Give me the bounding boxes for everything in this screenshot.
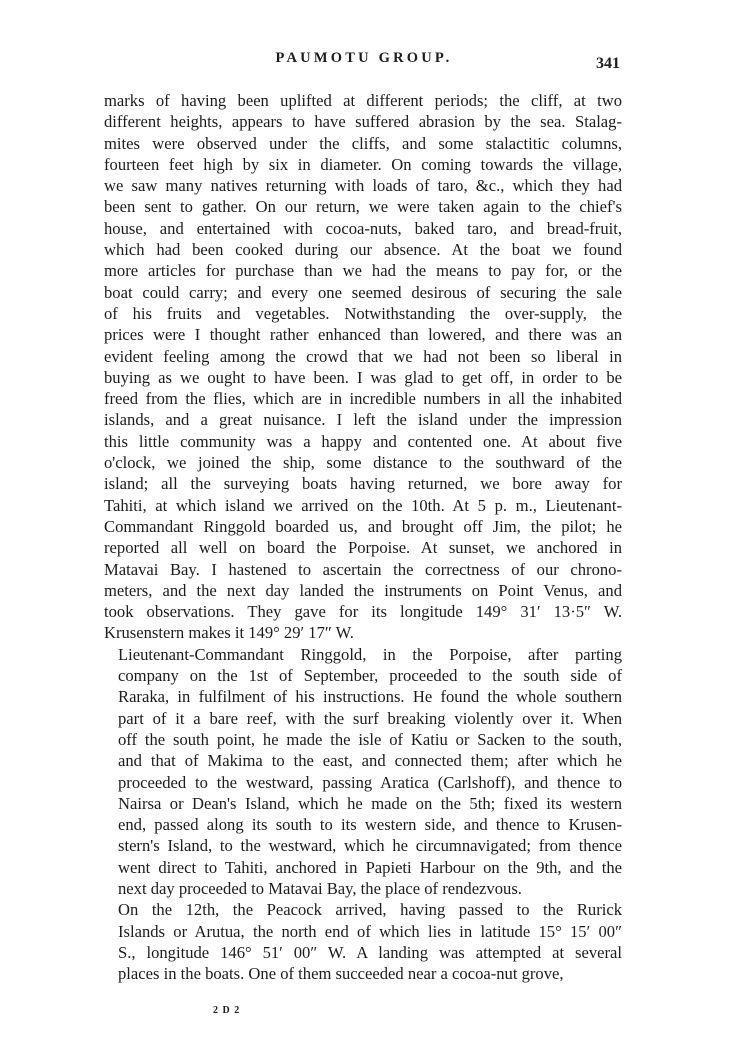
text-line: Nairsa or Dean's Island, which he made on the 5th; fixed its western [118,793,622,813]
running-head: PAUMOTU GROUP. [275,50,453,66]
text-line: Krusenstern makes it 149° 29′ 17″ W. [104,623,354,643]
text-line: and that of Makima to the east, and connected them; after which he [118,751,622,771]
text-line: more articles for purchase than we had the means to pay for, or the [104,261,622,281]
text-line: took observations. They gave for its longitude 149° 31′ 13·5″ W. [104,602,622,622]
text-line: which had been cooked during our absence. At the boat we found [104,240,622,260]
text-line: of his fruits and vegetables. Notwithstanding the over-supply, the [104,303,622,323]
text-line: S., longitude 146° 51′ 00″ W. A landing was attempted at several [118,942,622,962]
text-line: proceeded to the westward, passing Aratica (Carlshoff), and thence to [118,772,622,792]
text-line: meters, and the next day landed the instruments on Point Venus, and [104,580,622,600]
text-line: this little community was a happy and contented one. At about five [104,431,622,451]
text-line: evident feeling among the crowd that we had not been so liberal in [104,346,622,366]
text-line: prices were I thought rather enhanced than lowered, and there was an [104,325,622,345]
text-line: Tahiti, at which island we arrived on the 10th. At 5 p. m., Lieutenant- [104,495,622,515]
text-line: house, and entertained with cocoa-nuts, baked taro, and bread-fruit, [104,218,622,238]
text-line: Lieutenant-Commandant Ringgold, in the Porpoise, after parting [118,644,622,664]
text-line: On the 12th, the Peacock arrived, having passed to the Rurick [118,900,622,920]
text-line: Islands or Arutua, the north end of which lies in latitude 15° 15′ 00″ [118,921,622,941]
text-line: Raraka, in fulfilment of his instructions. He found the whole southern [118,687,622,707]
text-line: part of it a bare reef, with the surf breaking violently over it. When [118,708,622,728]
paragraph [104,644,622,900]
text-line: boat could carry; and every one seemed desirous of securing the sale [104,282,622,302]
paragraph [104,899,622,984]
text-line: reported all well on board the Porpoise. At sunset, we anchored in [104,538,622,558]
text-line: Matavai Bay. I hastened to ascertain the correctness of our chrono- [104,559,622,579]
text-line: we saw many natives returning with loads of taro, &c., which they had [104,176,622,196]
text-line: stern's Island, to the westward, which he circumnavigated; from thence [118,836,622,856]
page-header [104,50,624,78]
text-line: places in the boats. One of them succeeded near a cocoa-nut grove, [118,964,564,984]
text-line: buying as we ought to have been. I was glad to get off, in order to be [104,367,622,387]
text-line: freed from the flies, which are in incredible numbers in all the inhabited [104,389,622,409]
text-line: different heights, appears to have suffered abrasion by the sea. Stalag- [104,112,622,132]
text-line: islands, and a great nuisance. I left the island under the impression [104,410,622,430]
paragraph [104,90,622,644]
text-line: island; all the surveying boats having returned, we bore away for [104,474,622,494]
text-line: mites were observed under the cliffs, and some stalactitic columns, [104,133,622,153]
body-text [104,90,622,984]
text-line: company on the 1st of September, proceeded to the south side of [118,666,622,686]
text-line: fourteen feet high by six in diameter. On coming towards the village, [104,154,622,174]
text-line: Commandant Ringgold boarded us, and brought off Jim, the pilot; he [104,516,622,536]
page-number: 341 [596,55,620,72]
text-line: marks of having been uplifted at different periods; the cliff, at two [104,91,622,110]
signature-mark: 2 D 2 [213,1005,241,1016]
text-line: next day proceeded to Matavai Bay, the place of rendezvous. [118,878,522,898]
text-line: o'clock, we joined the ship, some distance to the southward of the [104,453,622,473]
text-line: been sent to gather. On our return, we were taken again to the chief's [104,197,622,217]
text-line: off the south point, he made the isle of Katiu or Sacken to the south, [118,729,622,749]
text-line: went direct to Tahiti, anchored in Papieti Harbour on the 9th, and the [118,857,622,877]
text-line: end, passed along its south to its western side, and thence to Krusen- [118,815,622,835]
